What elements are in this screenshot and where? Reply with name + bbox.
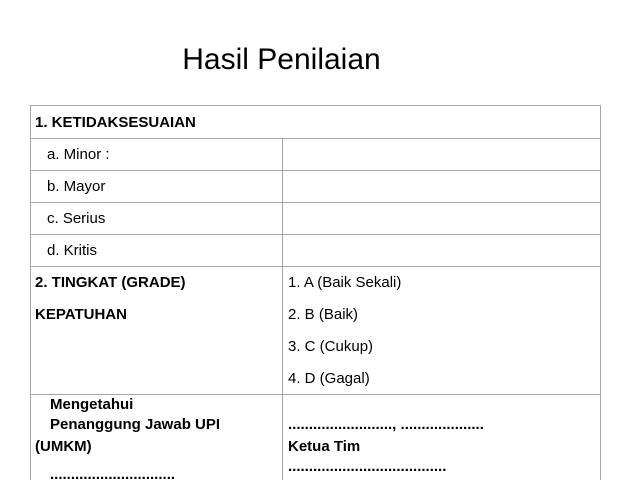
signature-left-dots: .............................. [50,466,176,483]
signature-left-line3: (UMKM) [35,438,92,455]
row-divider [30,138,600,139]
signature-right-line1: ........................., .................... [288,416,484,433]
row-divider [30,234,600,235]
grade-c: 3. C (Cukup) [288,338,374,355]
item-mayor: b. Mayor [47,178,106,195]
column-divider [282,138,283,480]
table-border-left [30,105,31,480]
table-border-top [30,105,600,106]
row-divider [30,170,600,171]
signature-left-line1: Mengetahui [50,396,134,413]
page-title: Hasil Penilaian [182,43,381,76]
section2-heading-line1: 2. TINGKAT (GRADE) [35,274,186,291]
item-minor: a. Minor : [47,146,110,163]
row-divider [30,266,600,267]
section2-heading-line2: KEPATUHAN [35,306,127,323]
signature-left-line2: Penanggung Jawab UPI [50,416,221,433]
table-border-right [600,105,601,480]
grade-a: 1. A (Baik Sekali) [288,274,402,291]
signature-right-line2: Ketua Tim [288,438,361,455]
signature-right-dots: ...................................... [288,458,447,475]
grade-b: 2. B (Baik) [288,306,359,323]
item-serius: c. Serius [47,210,106,227]
section1-heading: 1. KETIDAKSESUAIAN [35,114,196,131]
grade-d: 4. D (Gagal) [288,370,370,387]
row-divider [30,202,600,203]
item-kritis: d. Kritis [47,242,98,259]
